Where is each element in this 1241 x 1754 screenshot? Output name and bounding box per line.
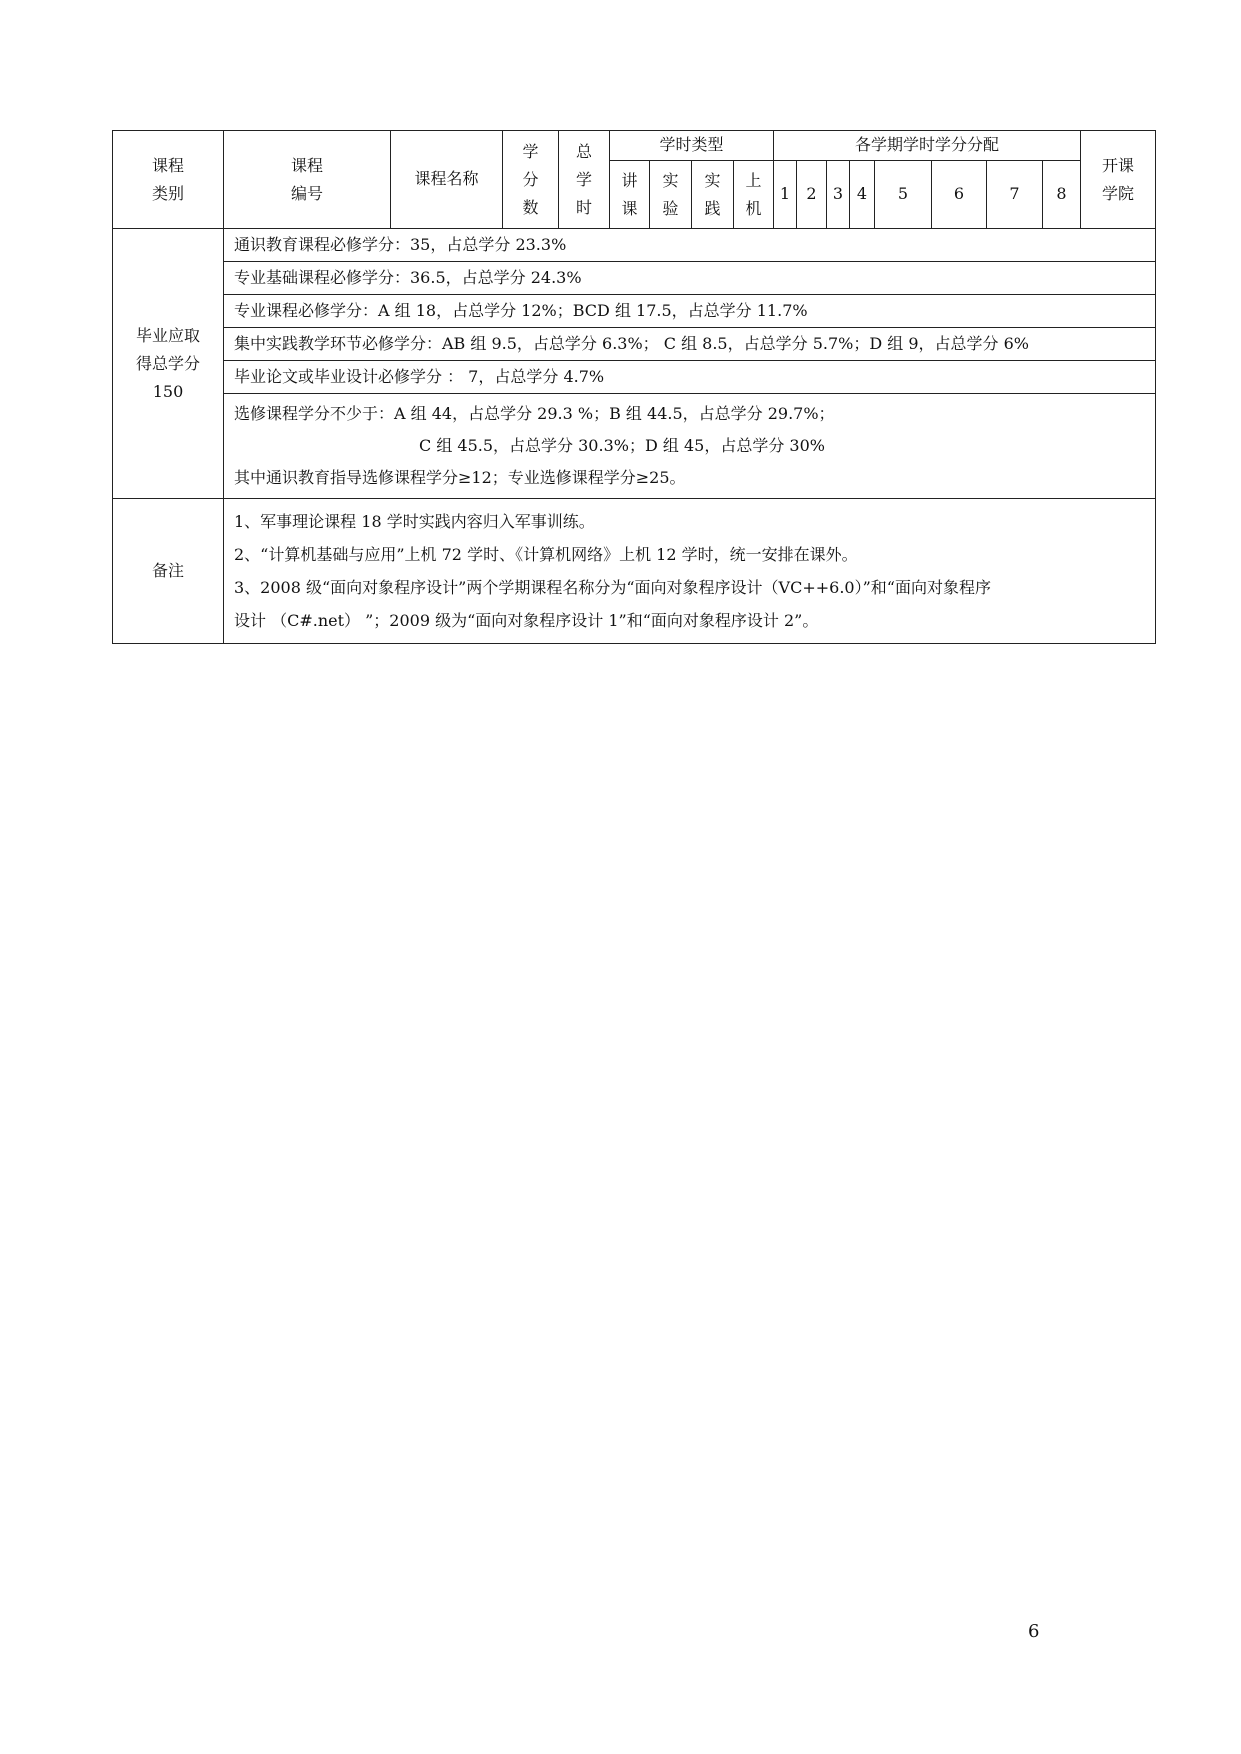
elective-line: 其中通识教育指导选修课程学分≥12；专业选修课程学分≥25。 <box>234 468 686 487</box>
header-semester-5: 5 <box>875 161 932 229</box>
general-education-required: 通识教育课程必修学分：35，占总学分 23.3% <box>224 229 1156 262</box>
header-course-code: 课程 编号 <box>224 131 391 229</box>
header-total-hours: 总 学 时 <box>559 131 610 229</box>
graduation-row <box>113 394 1156 499</box>
header-credits: 学 分 数 <box>503 131 559 229</box>
graduation-credits-label: 毕业应取 得总学分 150 <box>113 229 224 499</box>
header-semester-3: 3 <box>827 161 850 229</box>
note-line: 设计 （C#.net） ”；2009 级为“面向对象程序设计 1”和“面向对象程序设计 2”。 <box>234 611 819 630</box>
graduation-row <box>113 262 1156 295</box>
elective-line: 选修课程学分不少于：A 组 44，占总学分 29.3 %；B 组 44.5，占总学分 29.7%； <box>234 404 835 423</box>
header-semester-7: 7 <box>987 161 1043 229</box>
professional-courses-required: 专业课程必修学分：A 组 18，占总学分 12%；BCD 组 17.5，占总学分 11.7% <box>224 295 1156 328</box>
practical-training-required: 集中实践教学环节必修学分：AB 组 9.5，占总学分 6.3%； C 组 8.5，占总学分 5.7%；D 组 9，占总学分 6% <box>224 328 1156 361</box>
header-semester-6: 6 <box>932 161 987 229</box>
header-experiment: 实 验 <box>650 161 692 229</box>
note-line: 3、2008 级“面向对象程序设计”两个学期课程名称分为“面向对象程序设计（VC++6.0）”和“面向对象程序 <box>234 578 991 597</box>
notes-row <box>113 499 1156 644</box>
professional-foundation-required: 专业基础课程必修学分：36.5，占总学分 24.3% <box>224 262 1156 295</box>
graduation-row <box>113 361 1156 394</box>
header-semester-8: 8 <box>1043 161 1081 229</box>
header-lecture: 讲 课 <box>610 161 650 229</box>
elective-line: C 组 45.5，占总学分 30.3%；D 组 45，占总学分 30% <box>419 436 825 455</box>
graduation-row <box>113 295 1156 328</box>
note-line: 2、“计算机基础与应用”上机 72 学时、《计算机网络》上机 12 学时，统一安排在课外。 <box>234 545 858 564</box>
graduation-row <box>113 229 1156 262</box>
header-row-1 <box>113 131 1156 161</box>
header-college: 开课 学院 <box>1081 131 1156 229</box>
header-semester-2: 2 <box>797 161 827 229</box>
note-line: 1、军事理论课程 18 学时实践内容归入军事训练。 <box>234 512 595 531</box>
header-computer-lab: 上 机 <box>734 161 774 229</box>
header-semester-4: 4 <box>850 161 875 229</box>
page-number: 6 <box>1028 1621 1040 1642</box>
curriculum-table <box>112 130 1156 644</box>
elective-credits <box>224 394 1156 499</box>
graduation-row <box>113 328 1156 361</box>
notes-label: 备注 <box>113 499 224 644</box>
header-semester-allocation: 各学期学时学分分配 <box>774 131 1081 161</box>
notes-content <box>224 499 1156 644</box>
header-course-category: 课程 类别 <box>113 131 224 229</box>
header-semester-1: 1 <box>774 161 797 229</box>
header-hour-types: 学时类型 <box>610 131 774 161</box>
header-course-name: 课程名称 <box>391 131 503 229</box>
thesis-required: 毕业论文或毕业设计必修学分 ： 7，占总学分 4.7% <box>224 361 1156 394</box>
header-practice: 实 践 <box>692 161 734 229</box>
